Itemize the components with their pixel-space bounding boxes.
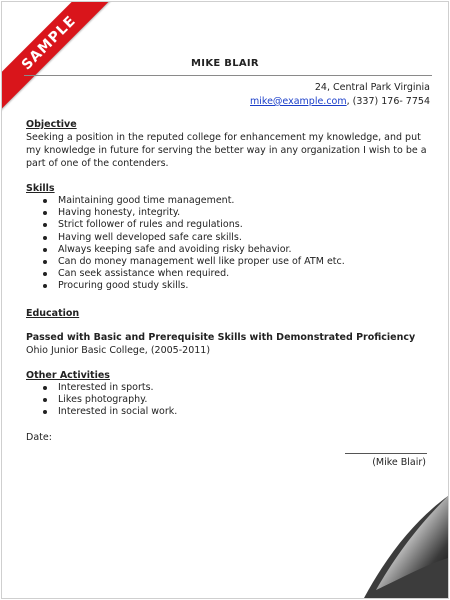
list-item: Maintaining good time management. (42, 195, 345, 207)
signature-name: (Mike Blair) (372, 457, 426, 468)
resume-page (1, 1, 449, 599)
objective-text: Seeking a position in the reputed college for enhancement my knowledge, and put my knowledge in future for serving the better way in any organization I wish to be a part of one of the contenders. (26, 132, 427, 169)
address-line: 24, Central Park Virginia (314, 82, 430, 93)
list-item: Can seek assistance when required. (42, 268, 345, 280)
activities-list (42, 382, 177, 419)
education-heading: Education (26, 308, 80, 319)
sample-ribbon: SAMPLE (1, 1, 118, 112)
activities-heading: Other Activities (26, 370, 110, 381)
email-link[interactable]: mike@example.com (250, 96, 347, 107)
page-curl-icon (338, 488, 448, 598)
header-divider (24, 75, 432, 76)
list-item: Interested in social work. (42, 406, 177, 418)
objective-heading: Objective (26, 119, 77, 130)
skills-heading: Skills (26, 183, 55, 194)
list-item: Having well developed safe care skills. (42, 232, 345, 244)
education-school: Ohio Junior Basic College, (2005-2011) (26, 345, 211, 356)
list-item: Always keeping safe and avoiding risky behavior. (42, 244, 345, 256)
signature-line (345, 453, 427, 454)
date-label: Date: (26, 432, 52, 443)
contact-line (250, 96, 430, 107)
education-degree: Passed with Basic and Prerequisite Skills with Demonstrated Proficiency (26, 332, 416, 343)
list-item: Having honesty, integrity. (42, 207, 345, 219)
list-item: Interested in sports. (42, 382, 177, 394)
resume-name: MIKE BLAIR (191, 58, 259, 69)
skills-list (42, 195, 345, 293)
list-item: Can do money management well like proper use of ATM etc. (42, 256, 345, 268)
list-item: Strict follower of rules and regulations. (42, 219, 345, 231)
list-item: Procuring good study skills. (42, 280, 345, 292)
phone-text: , (337) 176- 7754 (346, 96, 430, 107)
list-item: Likes photography. (42, 394, 177, 406)
